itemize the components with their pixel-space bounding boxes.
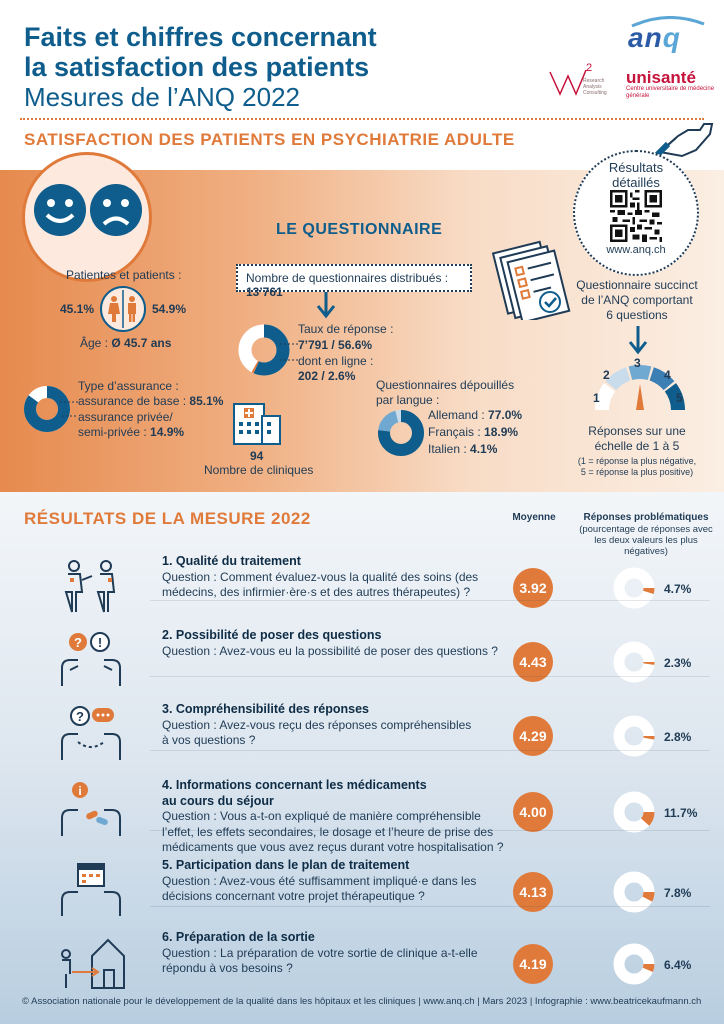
distributed-box — [236, 264, 472, 299]
scale-note-1: (1 = réponse la plus négative, — [577, 456, 697, 466]
problem-donut — [612, 870, 656, 914]
online-value: 202 / 2.6% — [298, 369, 356, 383]
problem-pct: 6.4% — [664, 958, 692, 972]
female-pct: 45.1% — [60, 302, 95, 316]
insurance-basic-value: 85.1% — [189, 394, 224, 408]
divider-top — [20, 118, 704, 120]
short-q-line-2: de l’ANQ comportant — [581, 293, 693, 307]
insurance-private-label-2: semi-privée : — [78, 425, 147, 439]
problem-pct: 11.7% — [664, 806, 698, 820]
w2-logo-number: 2 — [586, 62, 593, 74]
insurance-private-row — [78, 425, 184, 440]
problem-donut — [612, 566, 656, 610]
anq-logo: anq — [628, 22, 681, 53]
result-title: 6. Préparation de la sortie — [162, 930, 315, 944]
mean-score-badge: 3.92 — [513, 568, 553, 608]
lang-label-2: par langue : — [376, 393, 440, 407]
lang-de-row — [428, 408, 522, 423]
scale-number-5: 5 — [676, 391, 683, 405]
lang-de-value: 77.0% — [488, 408, 523, 422]
mean-score-badge: 4.29 — [513, 716, 553, 756]
result-question: Question : Avez-vous été suffisamment impliqué·e dans les — [162, 873, 477, 888]
row-divider — [150, 676, 710, 677]
short-q-line-3: 6 questions — [606, 308, 668, 322]
clinics-label: Nombre de cliniques — [204, 463, 314, 477]
result-question: répondu à vos besoins ? — [162, 961, 293, 975]
svg-text:?: ? — [76, 709, 84, 724]
mean-score-badge: 4.43 — [513, 642, 553, 682]
lang-it-label: Italien : — [428, 442, 467, 456]
lang-label-1: Questionnaires dépouillés — [376, 378, 515, 392]
row-divider — [150, 600, 710, 601]
unisante-logo-sub: Centre universitaire de médecine générale — [626, 86, 715, 99]
insurance-basic-row — [78, 394, 223, 409]
questionnaire-documents-icon — [482, 238, 572, 320]
scale-note-2: 5 = réponse la plus positive) — [580, 467, 694, 477]
result-question: Question : Avez-vous eu la possibilité de poser des questions ? — [162, 643, 498, 658]
insurance-private-label-1: assurance privée/ — [78, 410, 173, 424]
result-illustration-icon — [56, 630, 126, 695]
anq-logo-arc-icon — [628, 16, 708, 28]
result-question: médicaments que vous avez reçus durant votre hospitalisation ? — [162, 840, 504, 854]
patients-label: Patientes et patients : — [66, 268, 182, 282]
mean-score-badge: 4.19 — [513, 944, 553, 984]
result-illustration-icon — [56, 556, 126, 621]
response-rate-value: 7’791 / 56.6% — [298, 338, 373, 352]
problem-donut — [612, 640, 656, 684]
row-divider — [150, 750, 710, 751]
result-question: Question : Comment évaluez-vous la qualité des soins (des — [162, 569, 479, 584]
qr-url[interactable]: www.anq.ch — [606, 244, 666, 256]
clinic-building-icon — [232, 398, 282, 446]
scale-number-4: 4 — [664, 368, 671, 382]
lang-fr-label: Français : — [428, 425, 481, 439]
title-line-1: Faits et chiffres concernant — [24, 22, 377, 52]
result-illustration-icon — [56, 932, 126, 997]
age-value: Ø 45.7 ans — [111, 336, 172, 350]
problem-donut — [612, 790, 656, 834]
arrow-down-icon — [626, 326, 650, 356]
unisante-logo: unisanté — [626, 68, 696, 87]
qr-label: Résultats détaillés — [608, 160, 664, 190]
title-line-3: Mesures de l’ANQ 2022 — [24, 82, 301, 112]
section1-title: SATISFACTION DES PATIENTS EN PSYCHIATRIE ADULTE — [24, 130, 515, 149]
scale-label-1: Réponses sur une — [588, 424, 686, 438]
insurance-private-value: 14.9% — [150, 425, 185, 439]
result-title: 5. Participation dans le plan de traitement — [162, 858, 410, 872]
result-question: décisions concernant votre projet thérapeutique ? — [162, 889, 425, 903]
svg-text:i: i — [78, 784, 82, 798]
age-row — [80, 336, 171, 351]
result-question: Question : Avez-vous reçu des réponses compréhensibles — [162, 717, 472, 732]
scale-number-1: 1 — [593, 391, 600, 405]
qr-code-icon[interactable] — [610, 190, 662, 242]
result-title: 4. Informations concernant les médicaments — [162, 778, 427, 792]
result-title: 3. Compréhensibilité des réponses — [162, 702, 370, 716]
problem-pct: 4.7% — [664, 582, 692, 596]
result-question: l’effet, les effets secondaires, le dosage et l’heure de prise des — [162, 824, 494, 839]
response-leader-lines — [276, 338, 300, 368]
problem-pct: 2.8% — [664, 730, 692, 744]
clinics-value: 94 — [250, 449, 264, 463]
happy-sad-faces-icon — [32, 182, 144, 238]
distributed-label: Nombre de questionnaires distribués : — [246, 271, 449, 285]
w2-logo-text: Research Analysis Consulting — [583, 78, 607, 96]
row-divider — [150, 906, 710, 907]
male-pct: 54.9% — [152, 302, 187, 316]
gender-icon — [100, 286, 146, 332]
problem-pct: 2.3% — [664, 656, 692, 670]
col-mean-header: Moyenne — [512, 512, 556, 523]
problem-pct: 7.8% — [664, 886, 692, 900]
result-illustration-icon — [56, 704, 126, 769]
result-title: 1. Qualité du traitement — [162, 554, 301, 568]
svg-text:?: ? — [74, 635, 82, 650]
result-question: médecins, des infirmier·ère·s et des autres thérapeutes) ? — [162, 585, 471, 599]
language-donut — [376, 408, 426, 458]
svg-text:!: ! — [97, 635, 103, 650]
short-q-line-1: Questionnaire succinct — [576, 278, 698, 292]
scale-number-2: 2 — [603, 368, 610, 382]
scale-label-2: échelle de 1 à 5 — [594, 439, 680, 453]
questionnaire-title: LE QUESTIONNAIRE — [276, 221, 443, 238]
distributed-value: 13’761 — [246, 285, 283, 299]
lang-fr-value: 18.9% — [484, 425, 519, 439]
row-divider — [150, 830, 710, 831]
online-label: dont en ligne : — [298, 354, 374, 368]
section2-title: RÉSULTATS DE LA MESURE 2022 — [24, 509, 311, 528]
col-problem-subheader: (pourcentage de réponses avec les deux valeurs les plus négatives) — [579, 524, 713, 557]
age-label: Âge : — [80, 336, 109, 350]
result-title: au cours du séjour — [162, 793, 274, 808]
arrow-down-icon — [314, 292, 338, 320]
insurance-leader-lines — [60, 396, 80, 430]
response-rate-label: Taux de réponse : — [298, 322, 394, 336]
footer: © Association nationale pour le développement de la qualité dans les hôpitaux et les cliniques | www.anq.ch | Mars 2023 | Infographie : www.beatricekaufmann.ch — [22, 996, 702, 1007]
scale-number-3: 3 — [634, 356, 641, 370]
result-title: 2. Possibilité de poser des questions — [162, 628, 382, 642]
mean-score-badge: 4.13 — [513, 872, 553, 912]
insurance-label: Type d’assurance : — [78, 379, 179, 393]
problem-donut — [612, 942, 656, 986]
lang-it-value: 4.1% — [470, 442, 498, 456]
lang-fr-row — [428, 425, 518, 440]
title-line-2: la satisfaction des patients — [24, 52, 370, 82]
insurance-basic-label: assurance de base : — [78, 394, 187, 408]
lang-it-row — [428, 442, 497, 457]
result-illustration-icon — [56, 860, 126, 925]
result-question: Question : La préparation de votre sortie de clinique a-t-elle — [162, 945, 478, 960]
result-question: à vos questions ? — [162, 733, 256, 747]
lang-de-label: Allemand : — [428, 408, 485, 422]
result-question: Question : Vous a-t-on expliqué de manière compréhensible — [162, 809, 481, 823]
result-illustration-icon — [56, 780, 126, 845]
problem-donut — [612, 714, 656, 758]
mean-score-badge: 4.00 — [513, 792, 553, 832]
col-problem-header: Réponses problématiques — [583, 512, 709, 523]
